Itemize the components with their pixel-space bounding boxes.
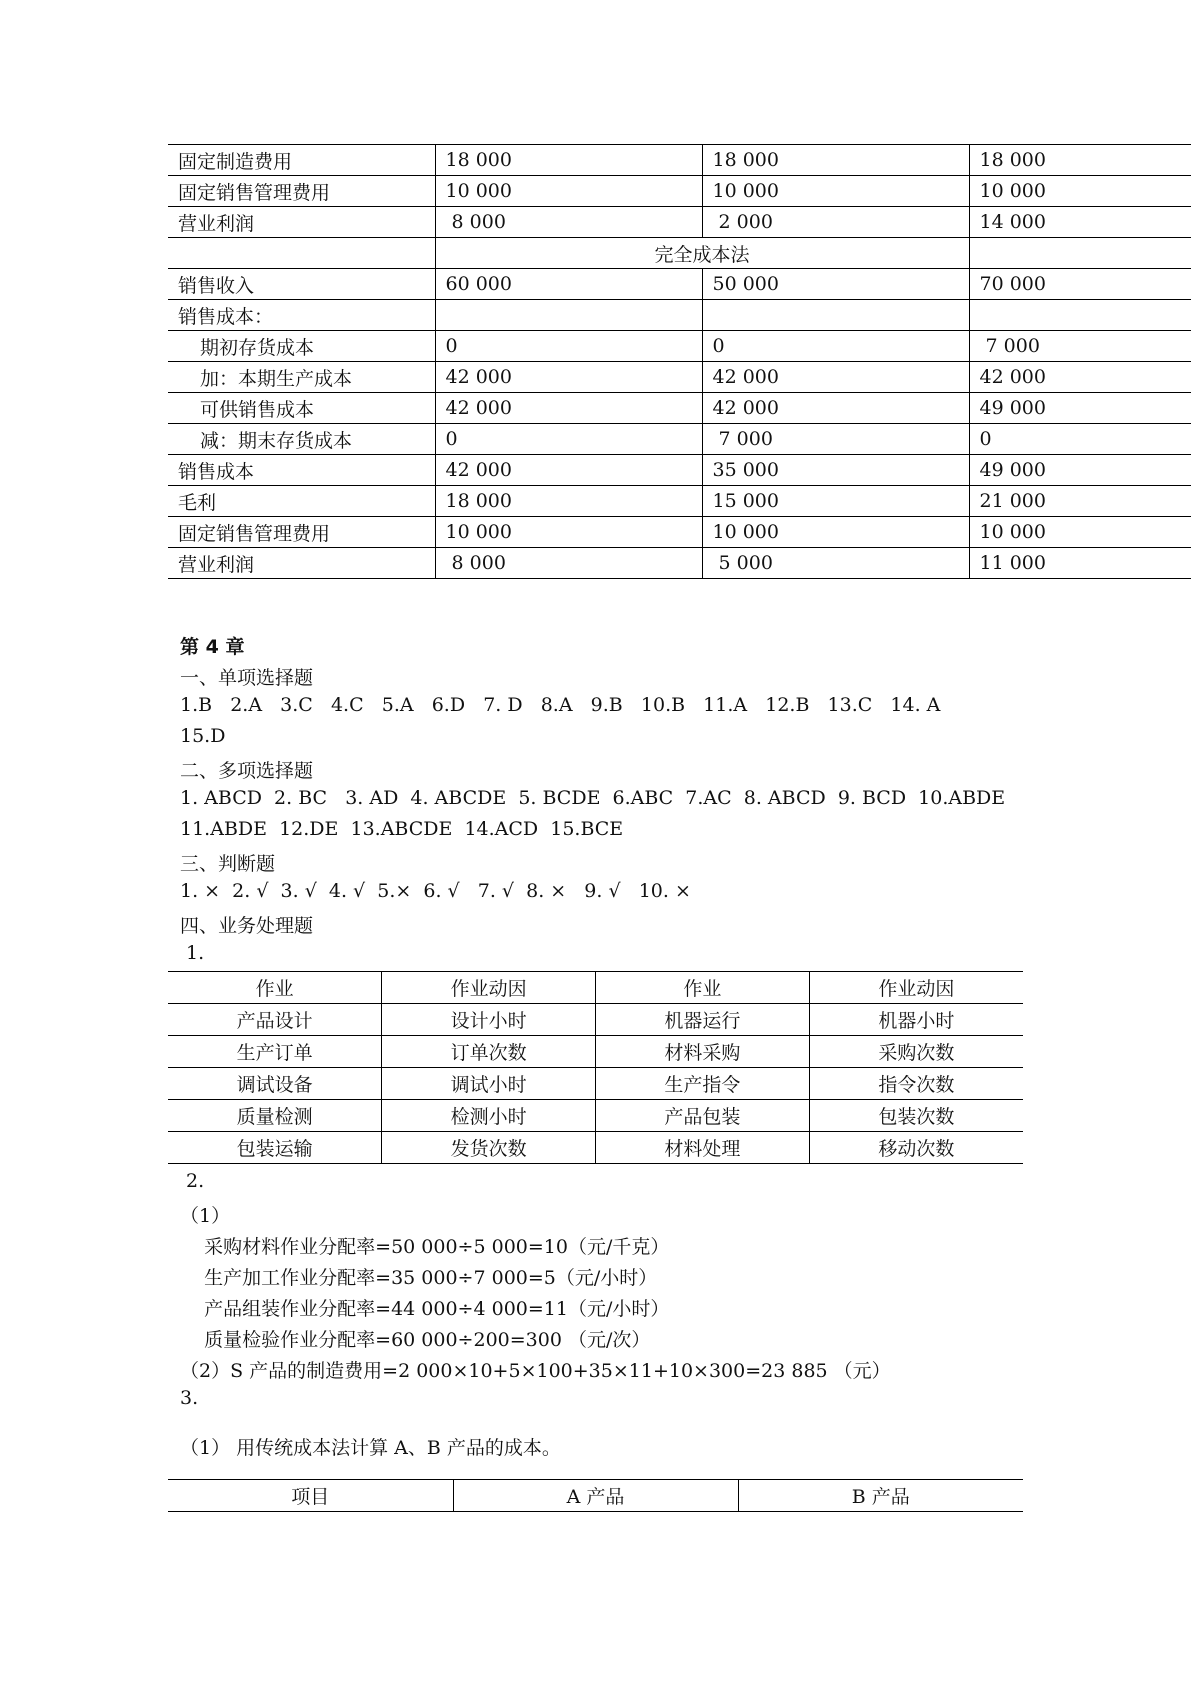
table-cell: 材料处理 (596, 1132, 810, 1164)
table-cell: 产品设计 (168, 1004, 382, 1036)
row-label-cell: 销售成本 (168, 455, 435, 486)
value-cell (969, 238, 1191, 269)
row-label-cell: 营业利润 (168, 207, 435, 238)
section-business-title: 四、业务处理题 (180, 915, 314, 937)
single-choice-answers-line1: 1.B 2.A 3.C 4.C 5.A 6.D 7. D 8.A 9.B 10.B 11.A 12.B 13.C 14. A (180, 694, 941, 716)
row-label-cell: 营业利润 (168, 548, 435, 579)
table-cell: 材料采购 (596, 1036, 810, 1068)
table-cell: 包装运输 (168, 1132, 382, 1164)
table-row (168, 1036, 1023, 1068)
table-cell: 采购次数 (809, 1036, 1023, 1068)
row-label-cell: 毛利 (168, 486, 435, 517)
value-cell: 10 000 (969, 517, 1191, 548)
value-cell: 50 000 (702, 269, 969, 300)
table-cell: 生产指令 (596, 1068, 810, 1100)
value-cell: 42 000 (435, 362, 702, 393)
table-row (168, 455, 1191, 486)
row-label-cell (168, 238, 435, 269)
value-cell: 18 000 (702, 145, 969, 176)
value-cell: 10 000 (969, 176, 1191, 207)
value-cell: 10 000 (435, 176, 702, 207)
rate-processing: 生产加工作业分配率=35 000÷7 000=5（元/小时） (180, 1267, 658, 1289)
question-3-label: 3. (180, 1387, 199, 1409)
table-row (168, 269, 1191, 300)
value-cell: 42 000 (435, 455, 702, 486)
question-3-part1: （1） 用传统成本法计算 A、B 产品的成本。 (180, 1437, 561, 1459)
table-row (168, 424, 1191, 455)
table-cell: 作业 (168, 972, 382, 1004)
value-cell: 8 000 (435, 207, 702, 238)
table-row (168, 331, 1191, 362)
value-cell: 11 000 (969, 548, 1191, 579)
table-cell: 调试设备 (168, 1068, 382, 1100)
multiple-choice-answers-line2: 11.ABDE 12.DE 13.ABCDE 14.ACD 15.BCE (180, 818, 624, 840)
section-single-choice-title: 一、单项选择题 (180, 667, 314, 689)
table-header-cell: 项目 (168, 1480, 453, 1512)
row-label-cell: 销售收入 (168, 269, 435, 300)
section-multiple-choice-title: 二、多项选择题 (180, 760, 314, 782)
table-row (168, 1068, 1023, 1100)
question-2-part2: （2）S 产品的制造费用=2 000×10+5×100+35×11+10×300=23 885 （元） (180, 1360, 891, 1382)
value-cell: 0 (969, 424, 1191, 455)
value-cell: 60 000 (435, 269, 702, 300)
table-row (168, 176, 1191, 207)
row-label-cell: 固定销售管理费用 (168, 517, 435, 548)
table-row (168, 548, 1191, 579)
row-label-cell: 减：期末存货成本 (168, 424, 435, 455)
table-row (168, 1100, 1023, 1132)
value-cell: 7 000 (702, 424, 969, 455)
row-label-cell: 加：本期生产成本 (168, 362, 435, 393)
value-cell: 18 000 (969, 145, 1191, 176)
question-2-label: 2. (180, 1170, 205, 1192)
table-cell: 机器运行 (596, 1004, 810, 1036)
value-cell: 14 000 (969, 207, 1191, 238)
value-cell: 42 000 (969, 362, 1191, 393)
true-false-answers: 1. × 2. √ 3. √ 4. √ 5.× 6. √ 7. √ 8. × 9. √ 10. × (180, 880, 691, 902)
table-cell: 生产订单 (168, 1036, 382, 1068)
section-true-false-title: 三、判断题 (180, 853, 276, 875)
row-label-cell: 固定制造费用 (168, 145, 435, 176)
question-1-label: 1. (180, 942, 205, 964)
value-cell: 21 000 (969, 486, 1191, 517)
value-cell: 8 000 (435, 548, 702, 579)
table-cell: 作业动因 (809, 972, 1023, 1004)
chapter-title: 第 4 章 (180, 636, 245, 658)
table-row (168, 1004, 1023, 1036)
value-cell: 15 000 (702, 486, 969, 517)
table-cell: 移动次数 (809, 1132, 1023, 1164)
question-2-part1-label: （1） (180, 1205, 231, 1227)
multiple-choice-answers-line1: 1. ABCD 2. BC 3. AD 4. ABCDE 5. BCDE 6.ABC 7.AC 8. ABCD 9. BCD 10.ABDE (180, 787, 1006, 809)
value-cell: 70 000 (969, 269, 1191, 300)
value-cell (969, 300, 1191, 331)
value-cell: 42 000 (702, 362, 969, 393)
row-label-cell: 固定销售管理费用 (168, 176, 435, 207)
value-cell (435, 300, 702, 331)
value-cell: 42 000 (702, 393, 969, 424)
value-cell: 0 (702, 331, 969, 362)
table-cell: 作业 (596, 972, 810, 1004)
value-cell: 49 000 (969, 455, 1191, 486)
activity-driver-table (168, 971, 1023, 1164)
section-label-cell: 完全成本法 (435, 238, 969, 269)
value-cell (702, 300, 969, 331)
table-cell: 作业动因 (382, 972, 596, 1004)
table-cell: 包装次数 (809, 1100, 1023, 1132)
value-cell: 2 000 (702, 207, 969, 238)
value-cell: 7 000 (969, 331, 1191, 362)
value-cell: 5 000 (702, 548, 969, 579)
value-cell: 35 000 (702, 455, 969, 486)
table-cell: 质量检测 (168, 1100, 382, 1132)
table-row (168, 300, 1191, 331)
value-cell: 10 000 (702, 517, 969, 548)
single-choice-answers-line2: 15.D (180, 725, 226, 747)
value-cell: 49 000 (969, 393, 1191, 424)
row-label-cell: 期初存货成本 (168, 331, 435, 362)
table-row (168, 145, 1191, 176)
value-cell: 10 000 (702, 176, 969, 207)
table-header-row (168, 1480, 1023, 1512)
row-label-cell: 可供销售成本 (168, 393, 435, 424)
table-header-cell: A 产品 (453, 1480, 738, 1512)
value-cell: 42 000 (435, 393, 702, 424)
value-cell: 18 000 (435, 486, 702, 517)
table-cell: 检测小时 (382, 1100, 596, 1132)
table-row (168, 1132, 1023, 1164)
table-cell: 机器小时 (809, 1004, 1023, 1036)
table-cell: 订单次数 (382, 1036, 596, 1068)
value-cell: 0 (435, 331, 702, 362)
table-row (168, 207, 1191, 238)
table-row (168, 393, 1191, 424)
table-cell: 设计小时 (382, 1004, 596, 1036)
row-label-cell: 销售成本： (168, 300, 435, 331)
table-row (168, 238, 1191, 269)
table-row (168, 517, 1191, 548)
table-cell: 指令次数 (809, 1068, 1023, 1100)
table-header-cell: B 产品 (738, 1480, 1023, 1512)
rate-purchasing: 采购材料作业分配率=50 000÷5 000=10（元/千克） (180, 1236, 670, 1258)
value-cell: 18 000 (435, 145, 702, 176)
product-cost-table (168, 1479, 1023, 1512)
table-row (168, 362, 1191, 393)
value-cell: 0 (435, 424, 702, 455)
value-cell: 10 000 (435, 517, 702, 548)
table-cell: 调试小时 (382, 1068, 596, 1100)
table-header-row (168, 972, 1023, 1004)
table-cell: 发货次数 (382, 1132, 596, 1164)
rate-inspection: 质量检验作业分配率=60 000÷200=300 （元/次） (180, 1329, 651, 1351)
table-row (168, 486, 1191, 517)
cost-comparison-table (168, 144, 1191, 579)
table-cell: 产品包装 (596, 1100, 810, 1132)
rate-assembly: 产品组装作业分配率=44 000÷4 000=11（元/小时） (180, 1298, 670, 1320)
